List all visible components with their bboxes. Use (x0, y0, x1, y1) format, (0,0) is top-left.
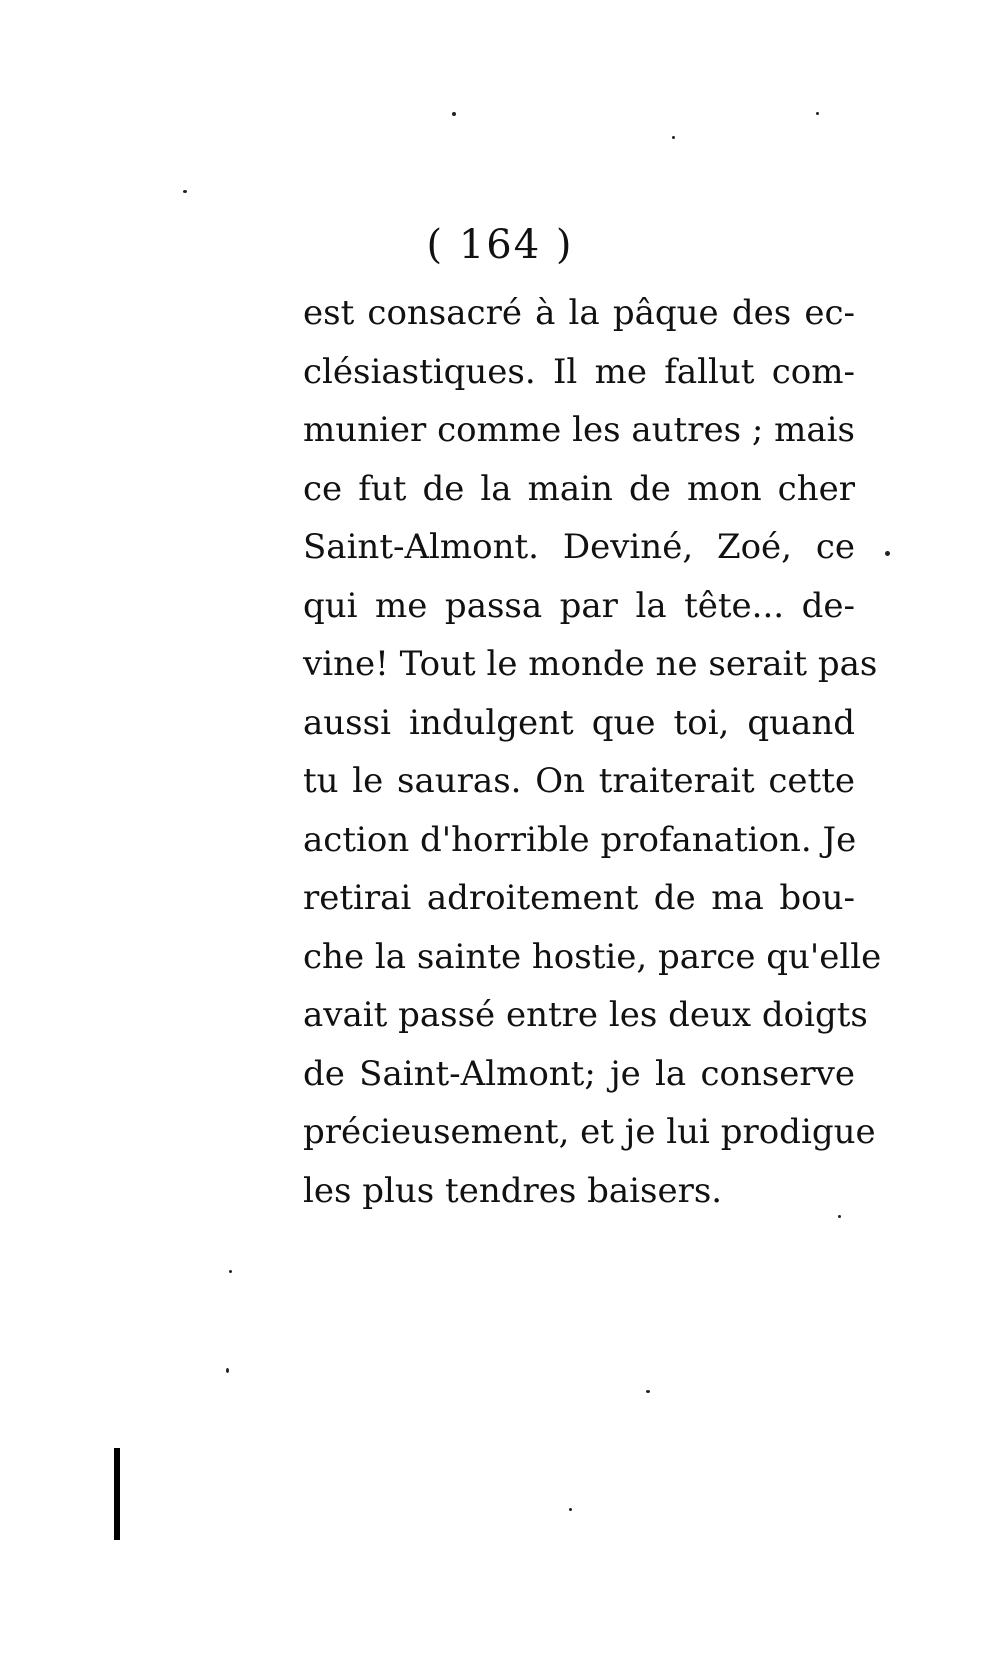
text-line: aussi indulgent que toi, quand (303, 702, 855, 743)
text-line: action d'horrible profanation. Je (303, 819, 857, 860)
text-line: retirai adroitement de ma bou- (303, 878, 855, 918)
scan-speck (838, 1215, 841, 1218)
scan-speck (569, 1508, 572, 1511)
text-line: les plus tendres baisers. (303, 1170, 723, 1211)
text-line: munier comme les autres ; mais (303, 410, 855, 450)
scan-speck (452, 112, 456, 116)
text-line: est consacré à la pâque des ec- (303, 293, 855, 333)
text-line: ce fut de la main de mon cher (303, 468, 855, 509)
text-line: qui me passa par la tête... de- (303, 585, 855, 626)
text-block (303, 284, 882, 1220)
text-line: précieusement, et je lui prodigue (303, 1112, 876, 1152)
text-line: avait passé entre les deux doigts (303, 995, 868, 1035)
scan-speck (816, 112, 819, 115)
text-line: de Saint-Almont; je la conserve (303, 1053, 855, 1094)
scan-speck (183, 190, 187, 193)
text-line: vine! Tout le monde ne serait pas (303, 644, 878, 684)
margin-bar (114, 1448, 120, 1540)
text-line: Saint-Almont. Deviné, Zoé, ce (303, 527, 855, 567)
text-line: clésiastiques. Il me fallut com- (303, 351, 855, 392)
page-number: ( 164 ) (426, 222, 574, 268)
text-line: tu le sauras. On traiterait cette (303, 761, 855, 801)
scan-speck (646, 1390, 650, 1393)
scan-speck (672, 136, 675, 139)
scan-speck (229, 1270, 232, 1273)
scan-speck (226, 1368, 229, 1373)
scan-speck (885, 551, 890, 556)
text-line: che la sainte hostie, parce qu'elle (303, 936, 882, 977)
